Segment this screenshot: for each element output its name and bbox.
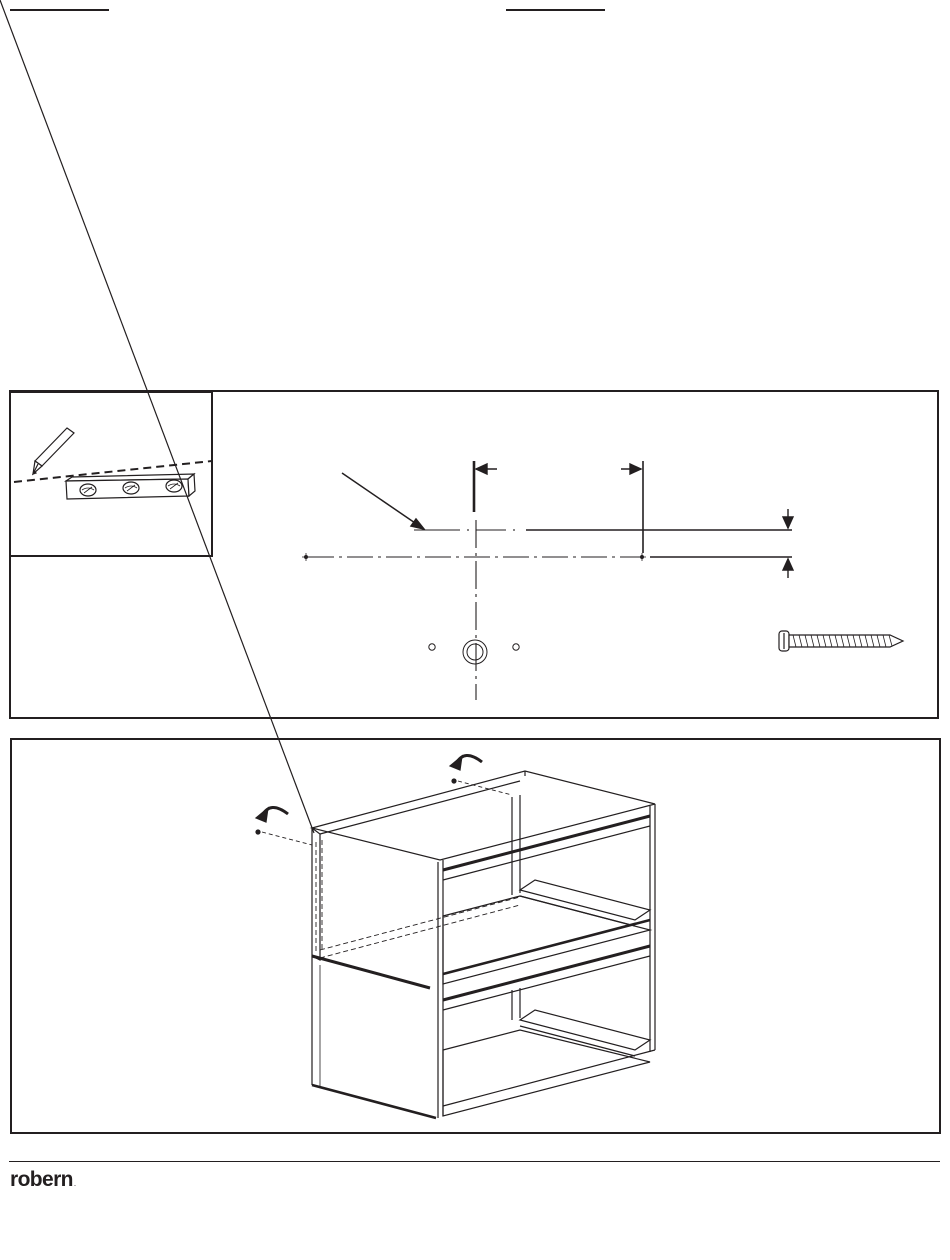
footer-rule xyxy=(9,1161,940,1162)
brand-mark: . xyxy=(73,1179,76,1188)
brand-name: robern xyxy=(10,1168,73,1191)
screw-point-right xyxy=(452,779,456,783)
screw-point-left xyxy=(256,830,260,834)
drawer-slide-upper xyxy=(520,880,650,920)
cabinet-top xyxy=(312,771,655,860)
drawer-slide-lower xyxy=(520,1010,650,1050)
brand-logo xyxy=(10,1168,76,1192)
